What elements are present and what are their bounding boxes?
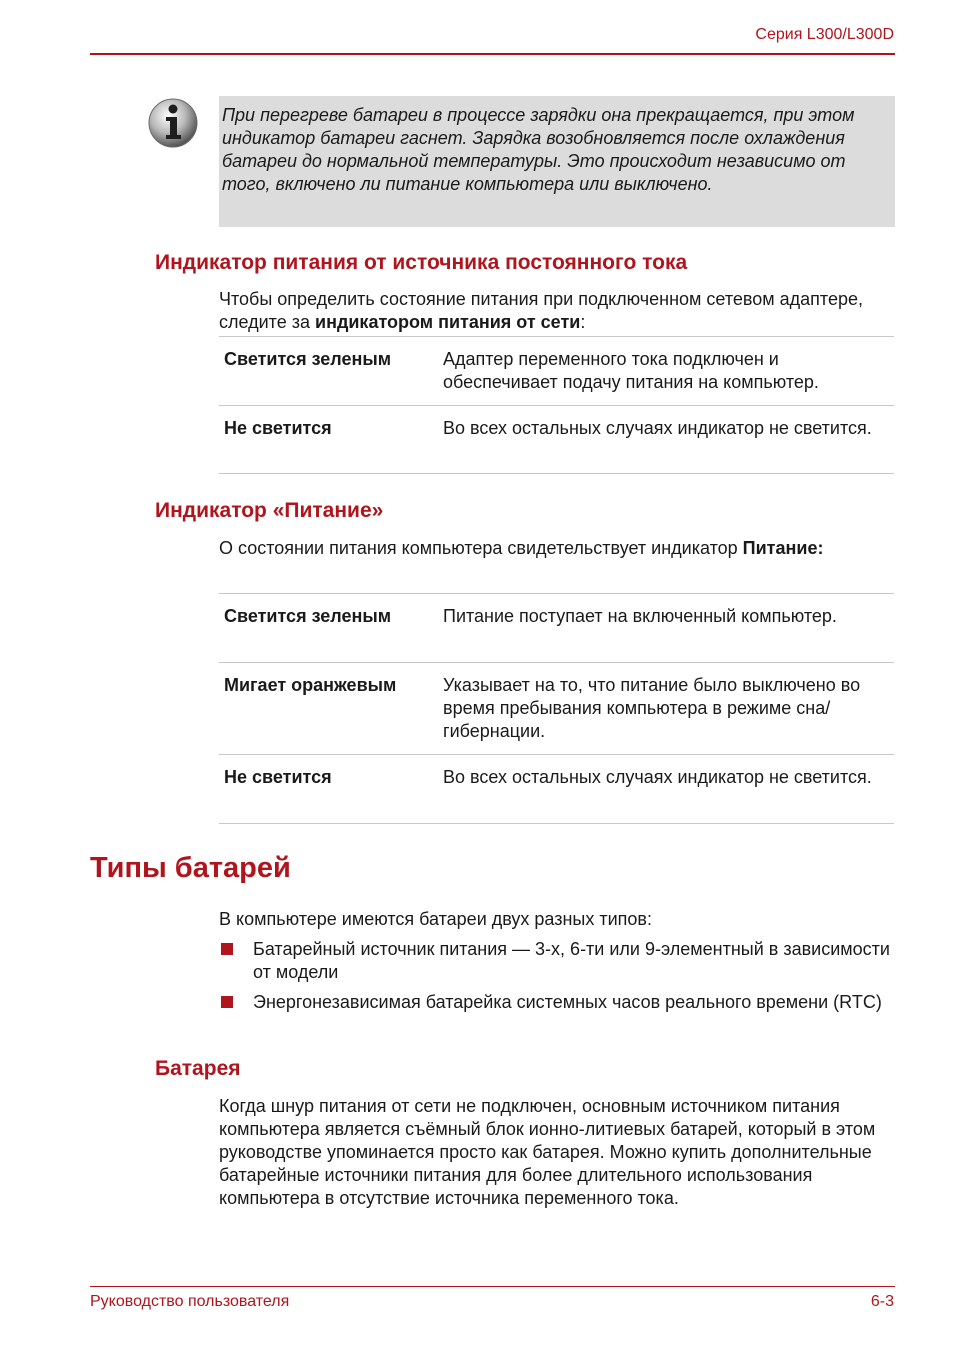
indicator-description: Адаптер переменного тока подключен и обеспечивает подачу питания на компьютер. <box>443 349 819 392</box>
power-intro <box>219 537 895 560</box>
list-item <box>219 991 895 1014</box>
power-intro-bold: Питание: <box>742 538 824 558</box>
power-indicator-table <box>219 593 894 824</box>
indicator-state: Мигает оранжевым <box>224 675 397 695</box>
table-row <box>219 405 894 474</box>
list-item-text: Батарейный источник питания — 3-х, 6-ти или 9-элементный в зависимости от модели <box>253 939 890 982</box>
dc-intro <box>219 288 895 334</box>
bullet-square-icon <box>221 943 233 955</box>
section-heading-battery-types: Типы батарей <box>90 852 291 884</box>
dc-intro-suffix: : <box>580 312 586 332</box>
battery-types-list <box>219 938 895 1021</box>
section-heading-dc-indicator: Индикатор питания от источника постоянного тока <box>155 251 688 274</box>
indicator-state: Светится зеленым <box>224 606 392 626</box>
footer-divider <box>90 1286 895 1287</box>
header-divider <box>90 53 895 55</box>
table-row <box>219 336 894 405</box>
indicator-description: Во всех остальных случаях индикатор не светится. <box>443 418 872 438</box>
list-item <box>219 938 895 984</box>
header-title: Серия L300/L300D <box>755 26 894 43</box>
power-intro-text: О состоянии питания компьютера свидетельствует индикатор <box>219 538 743 558</box>
dc-indicator-table <box>219 336 894 474</box>
indicator-description: Указывает на то, что питание было выключено во время пребывания компьютера в режиме сна/гибернации. <box>443 675 861 741</box>
bullet-square-icon <box>221 996 233 1008</box>
page-number: 6-3 <box>870 1293 894 1310</box>
indicator-state: Не светится <box>224 767 332 787</box>
section-heading-battery: Батарея <box>155 1057 241 1080</box>
table-row <box>219 593 894 662</box>
indicator-description: Во всех остальных случаях индикатор не светится. <box>443 767 872 787</box>
battery-types-intro: В компьютере имеются батареи двух разных типов: <box>219 909 652 929</box>
list-item-text: Энергонезависимая батарейка системных часов реального времени (RTC) <box>253 992 882 1012</box>
indicator-state: Светится зеленым <box>224 349 392 369</box>
section-heading-power-indicator: Индикатор «Питание» <box>155 499 384 522</box>
table-row <box>219 662 894 754</box>
dc-intro-bold: индикатором питания от сети <box>315 312 581 332</box>
dc-intro-text: Чтобы определить состояние питания при подключенном сетевом адаптере, следите за <box>219 289 863 332</box>
battery-text: Когда шнур питания от сети не подключен, основным источником питания компьютера является съёмный блок ионно-литиевых батарей, который в этом руководстве упоминается просто как батарея. Можно купить дополнительные батарейные источники питания для более длительного использования компьютера в отсутствие источника переменного тока. <box>219 1096 876 1208</box>
info-icon <box>147 97 199 149</box>
indicator-description: Питание поступает на включенный компьютер. <box>443 606 837 626</box>
footer-title: Руководство пользователя <box>90 1293 290 1310</box>
note-box: При перегреве батареи в процессе зарядки она прекращается, при этом индикатор батареи гаснет. Зарядка возобновляется после охлаждения батареи до нормальной температуры. Это происходит независимо от того, включено ли питание компьютера или выключено. <box>219 96 895 227</box>
table-row <box>219 754 894 824</box>
indicator-state: Не светится <box>224 418 332 438</box>
